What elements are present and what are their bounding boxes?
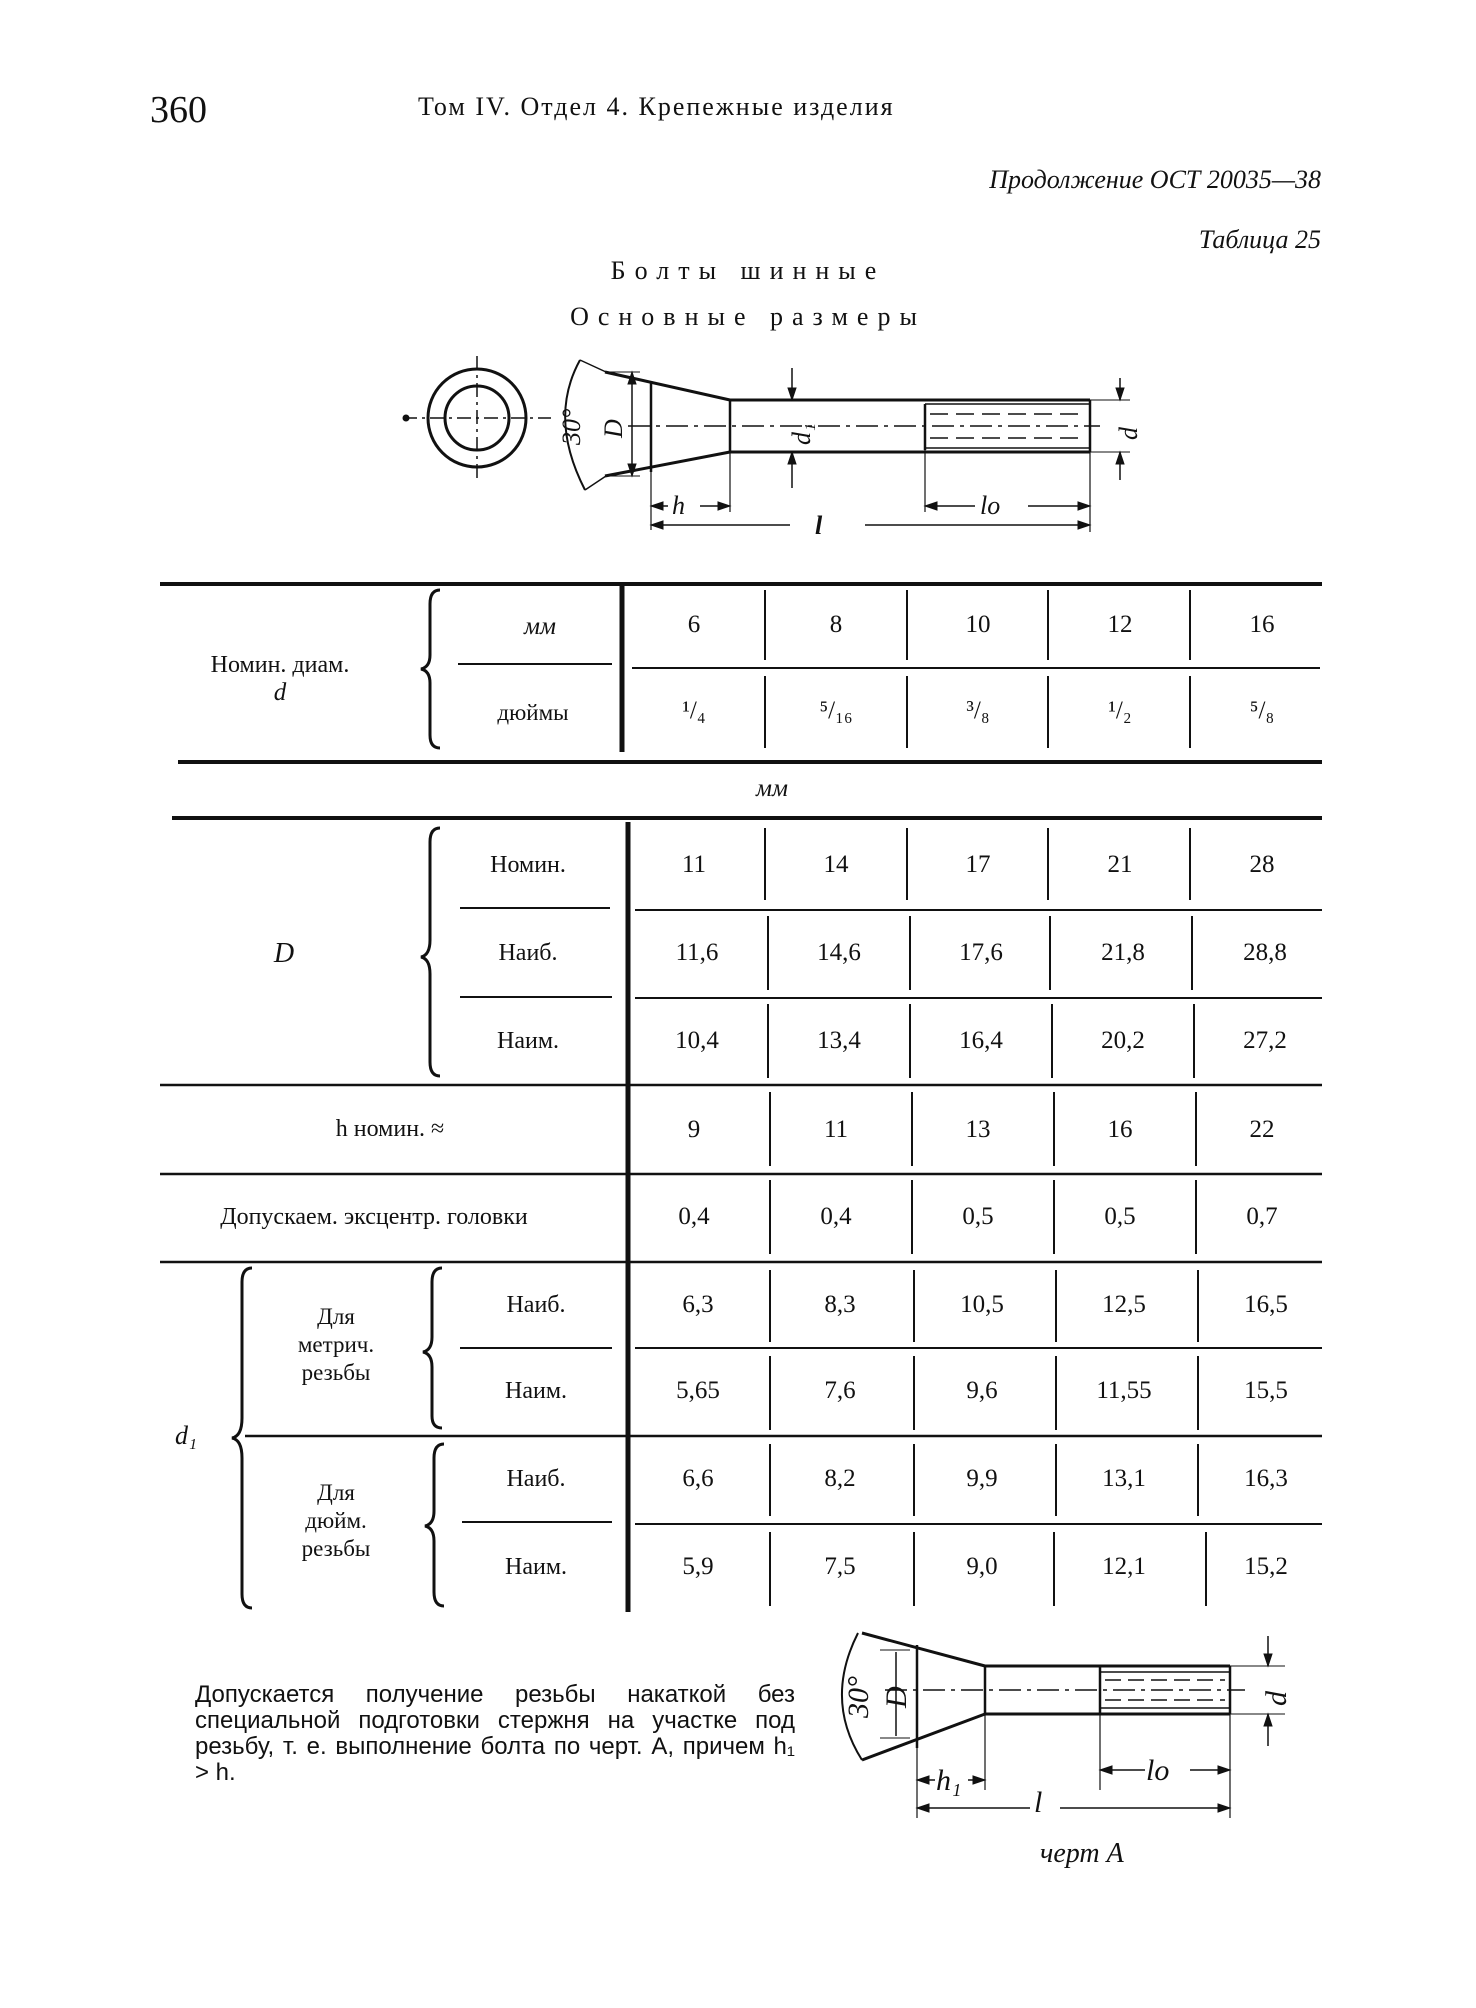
diam-mm-value: 12 [1107, 611, 1133, 638]
D-row-value: 16,4 [959, 1027, 1003, 1054]
d1-row-value: 7,5 [824, 1553, 856, 1580]
diam-mm-value: 6 [687, 611, 701, 638]
nominal-diam-label: Номин. диам. [210, 652, 350, 678]
table-subtitle: Основные размеры [570, 302, 926, 331]
inch-group-line-1: Для [317, 1480, 355, 1505]
D-row-value: 28 [1249, 851, 1275, 878]
label-D: D [599, 419, 628, 438]
inch-group-line-2: дюйм. [305, 1508, 367, 1533]
d1-row-value: 6,6 [682, 1465, 714, 1492]
label-l0-bottom: lо [1146, 1754, 1170, 1787]
D-row-value: 21 [1107, 851, 1133, 878]
d1-row-value: 6,3 [682, 1291, 714, 1318]
d1-row-value: 9,6 [966, 1377, 998, 1404]
diam-inch-value: ⁵/₁₆ [819, 697, 853, 724]
eccentricity-value: 0,5 [962, 1203, 994, 1230]
d1-row-value: 16,3 [1244, 1465, 1288, 1492]
section-unit-label: мм [756, 775, 788, 802]
eccentricity-value: 0,4 [820, 1203, 852, 1230]
d1-row-value: 7,6 [824, 1377, 856, 1404]
D-row-value: 11 [681, 851, 707, 878]
D-row-value: 17,6 [959, 939, 1003, 966]
label-l0: lо [980, 491, 1001, 520]
label-angle-30: 30° [557, 408, 586, 445]
h-value: 13 [965, 1116, 991, 1143]
h-value: 11 [823, 1116, 849, 1143]
footnote-text: Допускается получение резьбы накаткой без специальной подготовки стержня на участке под резьбу, т. е. выполнение болта по черт. А, причем h₁ > h. [195, 1681, 795, 1786]
label-angle-30-bottom: 30° [842, 1676, 875, 1718]
eccentricity-value: 0,7 [1246, 1203, 1278, 1230]
D-row-value: 14,6 [817, 939, 861, 966]
d1-row-value: 13,1 [1102, 1465, 1146, 1492]
label-d-bottom: d [1260, 1691, 1293, 1706]
diam-inch-value: ¹/₄ [682, 697, 706, 724]
table-number: Таблица 25 [1198, 225, 1321, 254]
d1-row-value: 8,2 [824, 1465, 856, 1492]
figure-caption: черт А [1040, 1838, 1124, 1869]
running-head: Том IV. Отдел 4. Крепежные изделия [418, 92, 895, 121]
eccentricity-value: 0,5 [1104, 1203, 1136, 1230]
eccentricity-value: 0,4 [678, 1203, 710, 1230]
diam-inch-value: ⁵/₈ [1249, 697, 1275, 724]
metric-group-line-3: резьбы [301, 1360, 371, 1385]
continuation-note: Продолжение ОСТ 20035—38 [989, 165, 1321, 194]
diam-inch-value: ¹/₂ [1108, 697, 1132, 724]
D-row-value: 20,2 [1101, 1027, 1145, 1054]
d1-row-value: 12,1 [1102, 1553, 1146, 1580]
d1-row-value: 10,5 [960, 1291, 1004, 1318]
eccentricity-label: Допускаем. эксцентр. головки [220, 1204, 528, 1230]
d1-row-label: Наиб. [506, 1466, 566, 1492]
d1-row-value: 5,9 [682, 1553, 714, 1580]
d1-row-value: 5,65 [676, 1377, 720, 1404]
d1-label: d₁ [174, 1421, 198, 1450]
metric-group-line-2: метрич. [297, 1332, 375, 1357]
D-row-value: 10,4 [675, 1027, 719, 1054]
label-l-bottom: l [1034, 1786, 1043, 1819]
D-row-label: Номин. [490, 852, 566, 878]
label-l: l [815, 511, 823, 540]
D-row-value: 17 [965, 851, 991, 878]
d1-row-value: 9,0 [966, 1553, 998, 1580]
metric-group-line-1: Для [317, 1304, 355, 1329]
D-row-value: 11,6 [675, 939, 719, 966]
d1-row-value: 8,3 [824, 1291, 856, 1318]
table-title: Болты шинные [610, 256, 886, 285]
d1-row-value: 11,55 [1096, 1377, 1152, 1404]
label-h1-bottom: h₁ [936, 1764, 962, 1797]
d1-row-value: 15,2 [1244, 1553, 1288, 1580]
d1-row-value: 15,5 [1244, 1377, 1288, 1404]
diam-inch-value: ³/₈ [966, 697, 990, 724]
D-row-value: 13,4 [817, 1027, 861, 1054]
label-h: h [672, 491, 685, 520]
h-value: 22 [1249, 1116, 1275, 1143]
diam-mm-value: 10 [965, 611, 991, 638]
diam-mm-value: 8 [829, 611, 843, 638]
page-number: 360 [150, 89, 207, 131]
D-row-value: 27,2 [1243, 1027, 1287, 1054]
label-d1: d₁ [787, 422, 816, 445]
D-row-label: Наим. [496, 1028, 560, 1054]
d1-row-value: 12,5 [1102, 1291, 1146, 1318]
d1-row-label: Наиб. [506, 1292, 566, 1318]
d1-row-value: 9,9 [966, 1465, 998, 1492]
h-value: 9 [687, 1116, 701, 1143]
label-d: d [1114, 427, 1143, 440]
h-label: h номин. ≈ [335, 1116, 445, 1142]
inch-group-line-3: резьбы [301, 1536, 371, 1561]
D-label: D [273, 938, 295, 969]
label-D-bottom: D [880, 1686, 913, 1708]
D-row-value: 21,8 [1101, 939, 1145, 966]
d1-row-label: Наим. [504, 1554, 568, 1580]
d1-row-label: Наим. [504, 1378, 568, 1404]
unit-inch-label: дюймы [497, 700, 569, 725]
d1-row-value: 16,5 [1244, 1291, 1288, 1318]
D-row-value: 28,8 [1243, 939, 1287, 966]
unit-mm-label: мм [524, 613, 556, 640]
D-row-value: 14 [823, 851, 849, 878]
nominal-diam-symbol: d [273, 679, 287, 706]
D-row-label: Наиб. [498, 940, 558, 966]
h-value: 16 [1107, 1116, 1133, 1143]
diam-mm-value: 16 [1249, 611, 1275, 638]
